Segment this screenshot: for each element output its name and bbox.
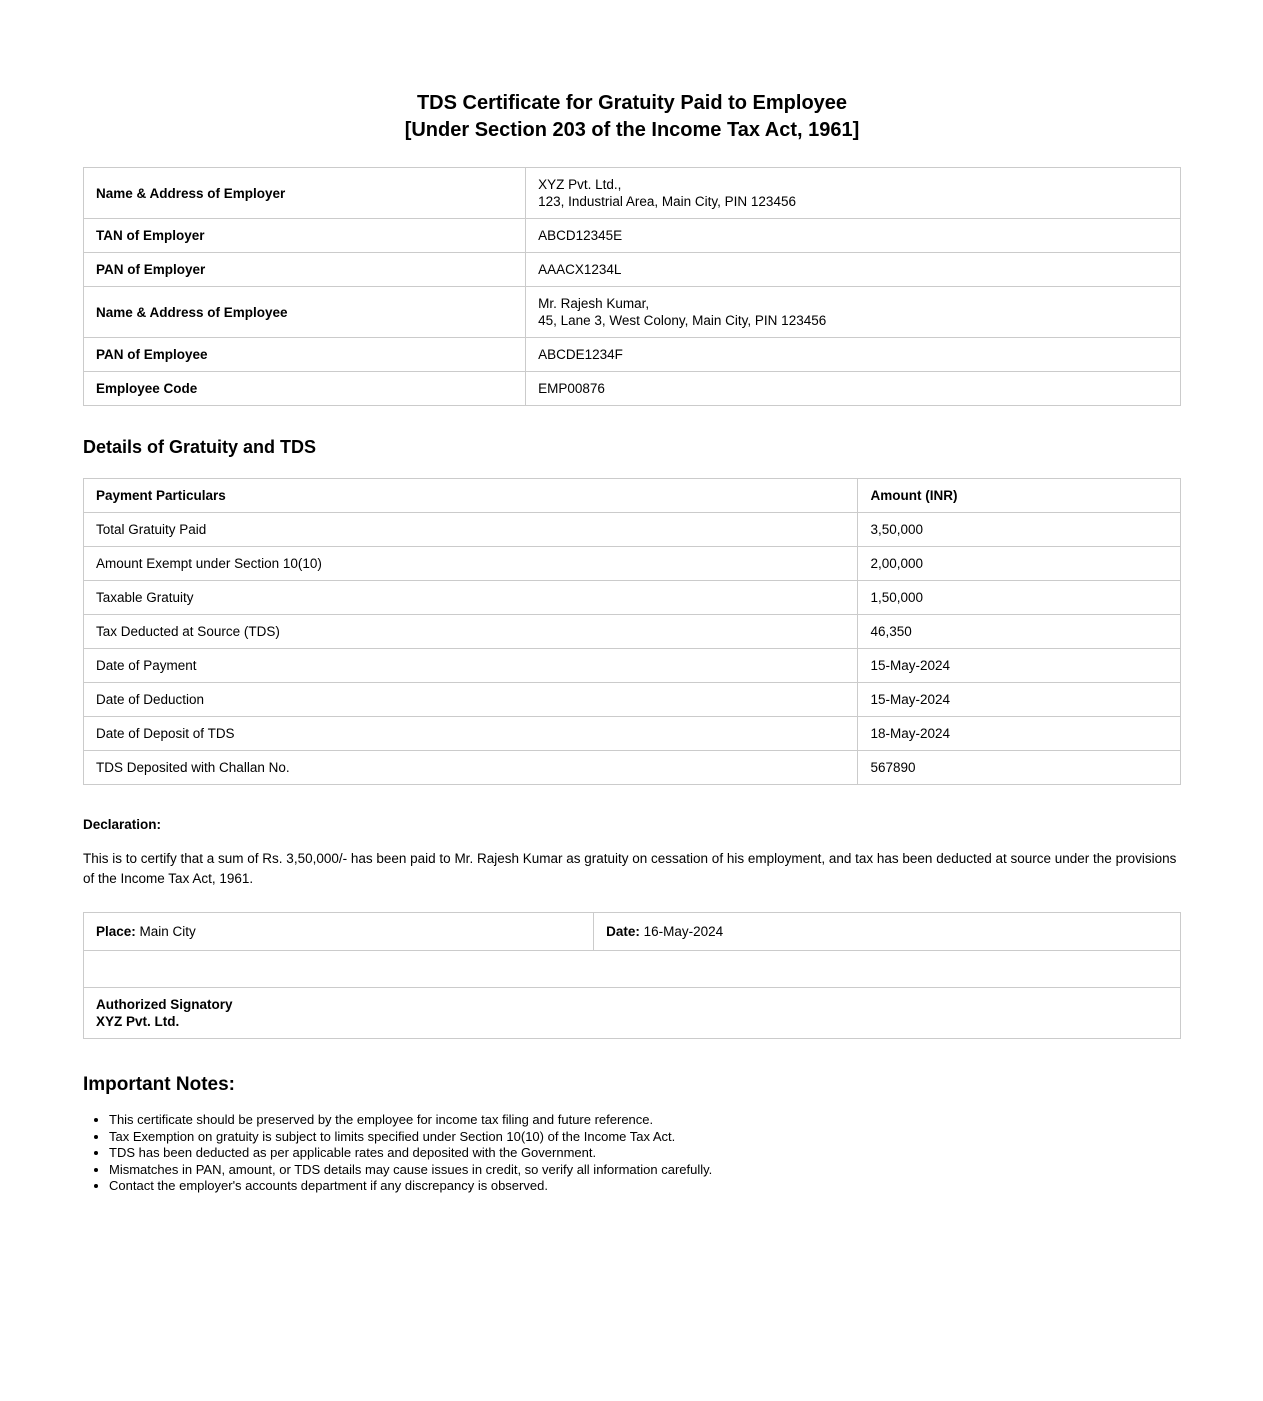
table-row bbox=[84, 513, 1181, 547]
place-date-signature-table bbox=[83, 912, 1181, 1039]
payment-particulars-header: Payment Particulars bbox=[84, 479, 858, 513]
employer-name-line: XYZ Pvt. Ltd., bbox=[538, 177, 622, 192]
employer-tan-value: ABCD12345E bbox=[526, 219, 1181, 253]
table-row bbox=[84, 219, 1181, 253]
employer-pan-label: PAN of Employer bbox=[84, 253, 526, 287]
employer-tan-label: TAN of Employer bbox=[84, 219, 526, 253]
important-notes-heading: Important Notes: bbox=[83, 1074, 235, 1095]
date-label: Date: bbox=[606, 924, 640, 939]
amount-header: Amount (INR) bbox=[858, 479, 1181, 513]
table-row bbox=[84, 547, 1181, 581]
note-item: • Tax Exemption on gratuity is subject to limits specified under Section 10(10) of the Income Tax Act. bbox=[109, 1129, 1181, 1146]
employee-name-line: Mr. Rajesh Kumar, bbox=[538, 296, 650, 311]
amount-cell: 2,00,000 bbox=[858, 547, 1181, 581]
employer-name-address-label: Name & Address of Employer bbox=[84, 168, 526, 219]
particular-cell: Amount Exempt under Section 10(10) bbox=[84, 547, 858, 581]
document-title-line2: [Under Section 203 of the Income Tax Act, 1961] bbox=[404, 119, 860, 141]
amount-cell: 18-May-2024 bbox=[858, 717, 1181, 751]
employee-code-value: EMP00876 bbox=[526, 372, 1181, 406]
employer-name-address-value bbox=[526, 168, 1181, 219]
employee-address-line: 45, Lane 3, West Colony, Main City, PIN 123456 bbox=[538, 313, 827, 328]
place-label: Place: bbox=[96, 924, 136, 939]
certificate-page bbox=[83, 90, 1181, 1195]
amount-cell: 567890 bbox=[858, 751, 1181, 785]
place-cell bbox=[84, 913, 594, 951]
particular-cell: TDS Deposited with Challan No. bbox=[84, 751, 858, 785]
table-row bbox=[84, 581, 1181, 615]
signature-space-row bbox=[84, 951, 1181, 988]
particular-cell: Taxable Gratuity bbox=[84, 581, 858, 615]
amount-cell: 15-May-2024 bbox=[858, 683, 1181, 717]
place-date-row bbox=[84, 913, 1181, 951]
amount-cell: 1,50,000 bbox=[858, 581, 1181, 615]
table-row bbox=[84, 615, 1181, 649]
table-row bbox=[84, 168, 1181, 219]
employee-pan-value: ABCDE1234F bbox=[526, 338, 1181, 372]
table-row bbox=[84, 253, 1181, 287]
note-item: • This certificate should be preserved by the employee for income tax filing and future reference. bbox=[109, 1112, 1181, 1129]
employer-pan-value: AAACX1234L bbox=[526, 253, 1181, 287]
amount-cell: 15-May-2024 bbox=[858, 649, 1181, 683]
employee-pan-label: PAN of Employee bbox=[84, 338, 526, 372]
employee-name-address-label: Name & Address of Employee bbox=[84, 287, 526, 338]
details-section-heading: Details of Gratuity and TDS bbox=[83, 437, 317, 457]
signatory-company: XYZ Pvt. Ltd. bbox=[96, 1014, 180, 1029]
document-title-line1: TDS Certificate for Gratuity Paid to Employee bbox=[416, 92, 848, 114]
document-title bbox=[83, 90, 1181, 144]
place-value: Main City bbox=[139, 924, 196, 939]
employer-address-line: 123, Industrial Area, Main City, PIN 123456 bbox=[538, 194, 796, 209]
note-item: • Mismatches in PAN, amount, or TDS details may cause issues in credit, so verify all information carefully. bbox=[109, 1162, 1181, 1179]
table-row bbox=[84, 717, 1181, 751]
signatory-row bbox=[84, 988, 1181, 1039]
important-notes-list bbox=[83, 1112, 1181, 1195]
signatory-title: Authorized Signatory bbox=[96, 997, 233, 1012]
table-row bbox=[84, 338, 1181, 372]
table-row bbox=[84, 372, 1181, 406]
table-row bbox=[84, 649, 1181, 683]
amount-cell: 3,50,000 bbox=[858, 513, 1181, 547]
note-item: • Contact the employer's accounts department if any discrepancy is observed. bbox=[109, 1178, 1181, 1195]
particular-cell: Date of Payment bbox=[84, 649, 858, 683]
declaration-text: This is to certify that a sum of Rs. 3,50,000/- has been paid to Mr. Rajesh Kumar as gratuity on cessation of his employment, and tax has been deducted at source under the provisions of the Income Tax Act, 1961. bbox=[83, 851, 1177, 886]
declaration-heading: Declaration: bbox=[83, 817, 162, 832]
date-value: 16-May-2024 bbox=[643, 924, 724, 939]
table-row bbox=[84, 751, 1181, 785]
gratuity-tds-details-table bbox=[83, 478, 1181, 785]
amount-cell: 46,350 bbox=[858, 615, 1181, 649]
authorized-signatory-cell bbox=[84, 988, 1181, 1039]
table-header-row bbox=[84, 479, 1181, 513]
note-item: • TDS has been deducted as per applicable rates and deposited with the Government. bbox=[109, 1145, 1181, 1162]
particular-cell: Total Gratuity Paid bbox=[84, 513, 858, 547]
signature-space-cell bbox=[84, 951, 1181, 988]
particular-cell: Tax Deducted at Source (TDS) bbox=[84, 615, 858, 649]
date-cell bbox=[594, 913, 1181, 951]
employee-code-label: Employee Code bbox=[84, 372, 526, 406]
table-row bbox=[84, 287, 1181, 338]
table-row bbox=[84, 683, 1181, 717]
particular-cell: Date of Deduction bbox=[84, 683, 858, 717]
employer-employee-info-table bbox=[83, 167, 1181, 406]
particular-cell: Date of Deposit of TDS bbox=[84, 717, 858, 751]
employee-name-address-value bbox=[526, 287, 1181, 338]
